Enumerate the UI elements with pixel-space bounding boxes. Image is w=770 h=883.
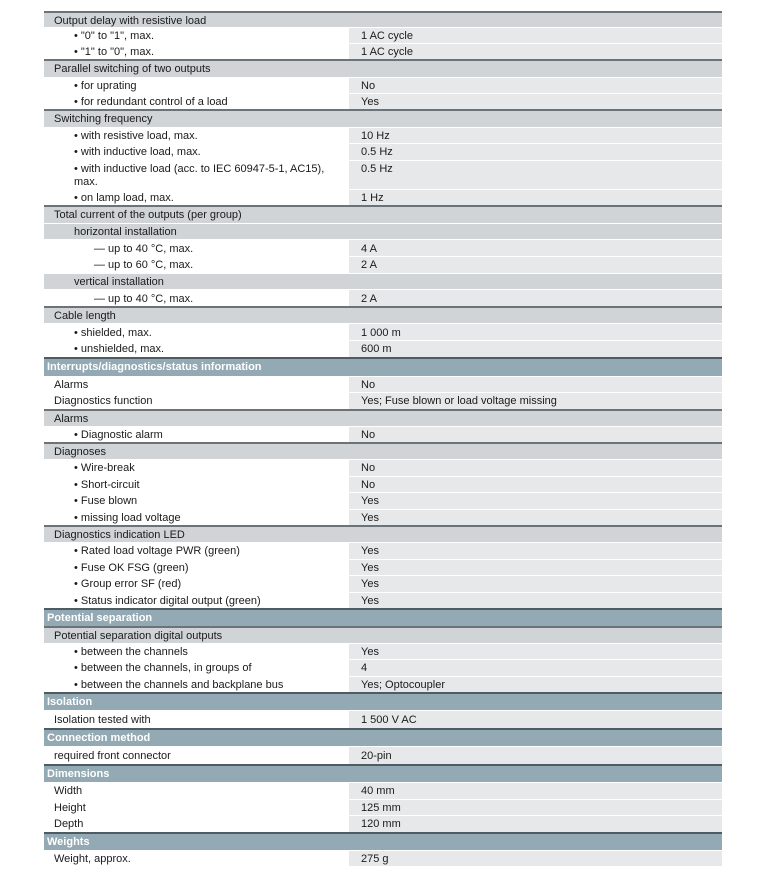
table-row — [44, 559, 722, 575]
group-header — [44, 11, 722, 27]
table-row — [44, 676, 722, 692]
row-label: — up to 40 °C, max. — [94, 243, 194, 255]
row-label: • with inductive load, max. — [74, 146, 201, 158]
row-value: 4 A — [361, 243, 377, 255]
row-label: • "0" to "1", max. — [74, 30, 154, 42]
section-header — [44, 608, 722, 626]
row-label: Weight, approx. — [54, 853, 131, 865]
subgroup-header — [44, 273, 722, 289]
section-header — [44, 832, 722, 850]
row-label: • Status indicator digital output (green) — [74, 595, 261, 607]
row-label: • with inductive load (acc. to IEC 60947-5-1, AC15), max. — [74, 163, 325, 188]
table-row — [44, 143, 722, 160]
subgroup-header-label: vertical installation — [74, 276, 164, 288]
table-row — [44, 426, 722, 442]
row-label: Alarms — [54, 379, 89, 391]
row-label: • for uprating — [74, 80, 137, 92]
section-header-label: Isolation — [47, 696, 93, 708]
row-label: • Rated load voltage PWR (green) — [74, 545, 240, 557]
group-header-label: Output delay with resistive load — [54, 15, 207, 27]
table-row — [44, 289, 722, 306]
row-label: • Fuse blown — [74, 495, 138, 507]
table-row — [44, 43, 722, 59]
table-row — [44, 710, 722, 728]
row-label: Height — [54, 802, 86, 814]
group-header-label: Cable length — [54, 310, 116, 322]
row-label: • between the channels — [74, 646, 188, 658]
table-row — [44, 659, 722, 676]
row-label: • "1" to "0", max. — [74, 46, 154, 58]
row-label: Depth — [54, 818, 84, 830]
row-value: Yes — [361, 646, 379, 658]
row-label: • with resistive load, max. — [74, 130, 198, 142]
section-header-label: Dimensions — [47, 768, 110, 780]
table-row — [44, 850, 722, 866]
table-row — [44, 77, 722, 93]
row-value: 125 mm — [361, 802, 401, 814]
table-row — [44, 459, 722, 476]
row-value: 1 Hz — [361, 192, 384, 204]
row-value: No — [361, 379, 376, 391]
group-header-label: Diagnostics indication LED — [54, 529, 185, 541]
row-label: • unshielded, max. — [74, 343, 165, 355]
row-value: 4 — [361, 662, 368, 674]
row-label: • between the channels, in groups of — [74, 662, 252, 674]
row-value: Yes; Fuse blown or load voltage missing — [361, 395, 557, 407]
table-row — [44, 189, 722, 205]
row-value: 600 m — [361, 343, 392, 355]
table-row — [44, 575, 722, 592]
row-value: No — [361, 429, 376, 441]
section-header-label: Connection method — [47, 732, 151, 744]
row-value: 0.5 Hz — [361, 146, 393, 158]
table-row — [44, 476, 722, 492]
group-header — [44, 525, 722, 542]
row-value: 10 Hz — [361, 130, 390, 142]
table-row — [44, 592, 722, 608]
row-label: • between the channels and backplane bus — [74, 679, 284, 691]
group-header-label: Potential separation digital outputs — [54, 630, 223, 642]
table-row — [44, 93, 722, 109]
row-label: • Wire-break — [74, 462, 135, 474]
table-row — [44, 376, 722, 392]
row-value: 120 mm — [361, 818, 401, 830]
table-row — [44, 815, 722, 832]
row-value: 1 500 V AC — [361, 714, 417, 726]
row-label: • shielded, max. — [74, 327, 152, 339]
group-header-label: Total current of the outputs (per group) — [54, 209, 242, 221]
row-label: • on lamp load, max. — [74, 192, 174, 204]
section-header-label: Interrupts/diagnostics/status information — [47, 361, 262, 373]
row-value: Yes; Optocoupler — [361, 679, 445, 691]
row-label: required front connector — [54, 750, 171, 762]
group-header — [44, 205, 722, 223]
row-value: 275 g — [361, 853, 389, 865]
row-value: Yes — [361, 545, 379, 557]
table-row — [44, 392, 722, 409]
group-header — [44, 59, 722, 77]
row-value: Yes — [361, 512, 379, 524]
row-label: Diagnostics function — [54, 395, 153, 407]
group-header — [44, 306, 722, 323]
table-row — [44, 492, 722, 509]
group-header-label: Alarms — [54, 413, 89, 425]
section-header — [44, 357, 722, 376]
row-label: • Short-circuit — [74, 479, 140, 491]
row-value: 1 AC cycle — [361, 46, 413, 58]
row-value: Yes — [361, 96, 379, 108]
row-value: No — [361, 479, 376, 491]
table-row — [44, 746, 722, 764]
row-value: 1 000 m — [361, 327, 401, 339]
section-header — [44, 692, 722, 710]
group-header — [44, 442, 722, 459]
row-label: • Fuse OK FSG (green) — [74, 562, 189, 574]
section-header-label: Weights — [47, 836, 90, 848]
section-header — [44, 728, 722, 746]
row-value: Yes — [361, 562, 379, 574]
group-header — [44, 626, 722, 643]
row-value: No — [361, 80, 376, 92]
table-row — [44, 256, 722, 273]
row-value: 20-pin — [361, 750, 392, 762]
row-label: Width — [54, 785, 83, 797]
subgroup-header-label: horizontal installation — [74, 226, 177, 238]
row-value: No — [361, 462, 376, 474]
row-label: • missing load voltage — [74, 512, 181, 524]
row-value: Yes — [361, 595, 379, 607]
table-row — [44, 239, 722, 256]
table-row — [44, 340, 722, 357]
table-row — [44, 542, 722, 559]
group-header-label: Diagnoses — [54, 446, 106, 458]
section-header-label: Potential separation — [47, 612, 153, 624]
row-label: — up to 40 °C, max. — [94, 293, 194, 305]
row-value: 1 AC cycle — [361, 30, 413, 42]
table-row — [44, 782, 722, 799]
row-value: 40 mm — [361, 785, 395, 797]
group-header — [44, 109, 722, 127]
table-row — [44, 160, 722, 189]
row-label: • Diagnostic alarm — [74, 429, 163, 441]
group-header-label: Parallel switching of two outputs — [54, 63, 211, 75]
table-row — [44, 643, 722, 659]
row-label: — up to 60 °C, max. — [94, 259, 194, 271]
table-row — [44, 27, 722, 43]
subgroup-header — [44, 223, 722, 239]
row-value: 2 A — [361, 259, 377, 271]
row-label: • Group error SF (red) — [74, 578, 182, 590]
row-value: Yes — [361, 495, 379, 507]
row-value: 2 A — [361, 293, 377, 305]
spec-table — [44, 11, 722, 866]
group-header-label: Switching frequency — [54, 113, 153, 125]
section-header — [44, 764, 722, 782]
table-row — [44, 799, 722, 815]
group-header — [44, 409, 722, 426]
row-label: • for redundant control of a load — [74, 96, 228, 108]
table-row — [44, 509, 722, 525]
row-label: Isolation tested with — [54, 714, 151, 726]
table-row — [44, 127, 722, 143]
table-row — [44, 323, 722, 340]
row-value: Yes — [361, 578, 379, 590]
row-value: 0.5 Hz — [361, 163, 393, 175]
